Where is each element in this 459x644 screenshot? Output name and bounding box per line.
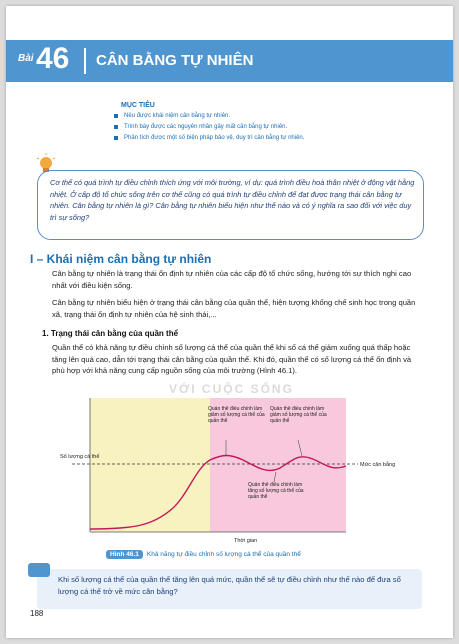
figure-caption [106,551,301,558]
equilibrium-label: Mức cân bằng [360,462,396,468]
intro-text: Cơ thể có quá trình tự điều chỉnh thích ứng với môi trường, ví dụ: quá trình điều hoà thân nhiệt ở động vật hằng nhiệt. Ở cấp độ tổ chức sống trên cơ thể cũng có quá trình tự điều chỉnh để đạt được trạng thái cân bằng tự nhiên. Cân bằng tự nhiên là gì? Cân bằng tự nhiên biểu hiện như thế nào và có ý nghĩa ra sao đối với việc duy trì sự sống? [50,178,415,222]
textbook-page [6,6,453,638]
subsection-title: 1. Trạng thái cân bằng của quần thể [42,329,179,338]
figure-caption-text: Khả năng tự điều chỉnh số lượng cá thể của quần thể [146,551,301,558]
annotation-peak2: Quần thể điều chỉnh làm giảm số lượng cá thể của quần thể [270,406,327,424]
lesson-title: CÂN BẰNG TỰ NHIÊN [96,52,254,69]
objective-item: Phân tích được một số biện pháp bảo vệ, duy trì cân bằng tự nhiên. [114,135,304,141]
objectives-title: MỤC TIÊU [121,102,155,109]
intro-box [37,170,424,240]
paragraph: Quần thể có khả năng tự điều chỉnh số lượng cá thể của quần thể khi số cá thể giảm xuống quá thấp hoặc tăng lên quá cao, dẫn tới trạng thái cân bằng của quần thể. Khi đó, quần thể có số lượng cá thể ổn định và phù hợp với khả năng cung cấp nguồn sống của môi trường (Hình 46.1). [52,343,412,375]
annotation-peak1: Quần thể điều chỉnh làm giảm số lượng cá thể của quần thể [208,406,265,424]
objectives-list [114,113,304,146]
x-axis-label: Thời gian [234,538,258,544]
growth-phase-region [90,398,210,532]
annotation-trough: Quần thể điều chỉnh làm tăng số lượng cá thể của quần thể [248,482,304,500]
question-icon [28,563,50,577]
objective-item: Trình bày được các nguyên nhân gây mất cân bằng tự nhiên. [114,124,304,130]
watermark: VỚI CUỘC SỐNG [169,382,294,396]
page-number: 188 [30,609,44,618]
lesson-header [6,40,453,82]
paragraph: Cân bằng tự nhiên biểu hiện ở trạng thái cân bằng của quần thể, hiện tượng khống chế sinh học trong quần xã, trạng thái ổn định tự nhiên của hệ sinh thái,... [52,298,416,319]
paragraph: Cân bằng tự nhiên là trạng thái ổn định tự nhiên của các cấp độ tổ chức sống, hướng tới sự thích nghi cao nhất với điều kiện sống. [52,269,412,290]
objective-item: Nêu được khái niệm cân bằng tự nhiên. [114,113,304,119]
figure-tag: Hình 46.1 [106,550,143,559]
section-title: I – Khái niệm cân bằng tự nhiên [30,252,212,266]
population-chart [58,398,410,546]
lesson-prefix: Bài [18,53,34,64]
y-axis-label: Số lượng cá thể [60,454,100,460]
header-divider [84,48,86,74]
question-text: Khi số lượng cá thể của quần thể tăng lên quá mức, quần thể sẽ tự điều chỉnh như thế nào để đưa số lượng cá thể trở về mức cân bằng? [58,575,401,596]
lesson-number: 46 [36,42,70,75]
